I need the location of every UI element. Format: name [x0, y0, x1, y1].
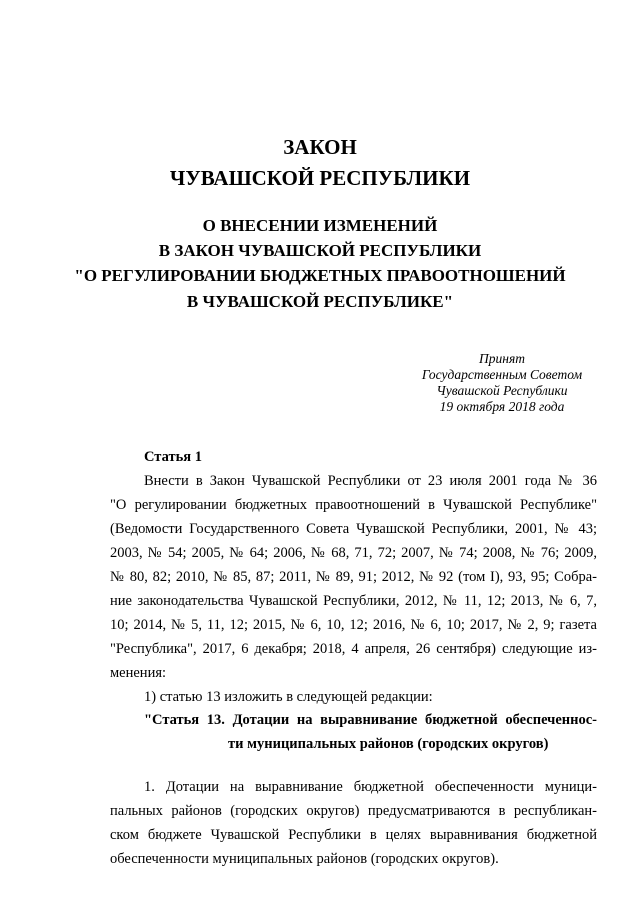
- adopted-by-republic: Чувашской Республики: [436, 383, 568, 398]
- adopted-date: 19 октября 2018 года: [439, 399, 565, 414]
- article-1-text-line: № 80, 82; 2010, № 85, 87; 2011, № 89, 91; 2012, № 92 (том I), 93, 95; Собра-: [110, 569, 597, 585]
- article-1-text-line: Внести в Закон Чувашской Республики от 23 июля 2001 года № 36: [144, 473, 597, 489]
- clause-1-text-line: 1. Дотации на выравнивание бюджетной обеспеченности муници-: [144, 779, 597, 795]
- article-1-text-line: ние законодательства Чувашской Республики, 2012, № 11, 12; 2013, № 6, 7,: [110, 593, 597, 609]
- adopted-by: Государственным Советом: [421, 367, 583, 382]
- article-1-text-line: 2003, № 54; 2005, № 64; 2006, № 68, 71, 72; 2007, № 74; 2008, № 76; 2009,: [110, 545, 597, 561]
- article-1-text-line: 10; 2014, № 5, 11, 12; 2015, № 6, 10, 12; 2016, № 6, 10; 2017, № 2, 9; газета: [110, 617, 597, 633]
- item-1-text: 1) статью 13 изложить в следующей редакции:: [144, 689, 433, 705]
- clause-1-text-line: пальных районов (городских округов) предусматриваются в республикан-: [110, 803, 597, 819]
- new-article-13-heading-cont: ти муниципальных районов (городских округов): [228, 736, 549, 752]
- clause-1-text-line: ском бюджете Чувашской Республики в целях выравнивания бюджетной: [110, 827, 597, 843]
- clause-1-text-line: обеспеченности муниципальных районов (городских округов).: [110, 851, 499, 867]
- new-article-13-heading: "Статья 13. Дотации на выравнивание бюджетной обеспеченнос-: [144, 712, 597, 728]
- law-subtitle-line: В ЗАКОН ЧУВАШСКОЙ РЕСПУБЛИКИ: [158, 241, 482, 260]
- adopted-label: Принят: [479, 351, 525, 366]
- article-1-text-line: (Ведомости Государственного Совета Чувашской Республики, 2001, № 43;: [110, 521, 597, 537]
- article-1-text-line: менения:: [110, 665, 167, 681]
- article-1-text-line: "Республика", 2017, 6 декабря; 2018, 4 апреля, 26 сентября) следующие из-: [110, 641, 597, 657]
- article-1-heading: Статья 1: [144, 449, 202, 465]
- law-subtitle-line: "О РЕГУЛИРОВАНИИ БЮДЖЕТНЫХ ПРАВООТНОШЕНИЙ: [74, 266, 566, 285]
- law-subtitle-line: В ЧУВАШСКОЙ РЕСПУБЛИКЕ": [186, 292, 454, 311]
- law-title-republic: ЧУВАШСКОЙ РЕСПУБЛИКИ: [169, 166, 471, 190]
- law-subtitle-line: О ВНЕСЕНИИ ИЗМЕНЕНИЙ: [202, 216, 438, 235]
- article-1-text-line: "О регулировании бюджетных правоотношений в Чувашской Республике": [110, 497, 597, 513]
- law-title: ЗАКОН: [283, 135, 357, 159]
